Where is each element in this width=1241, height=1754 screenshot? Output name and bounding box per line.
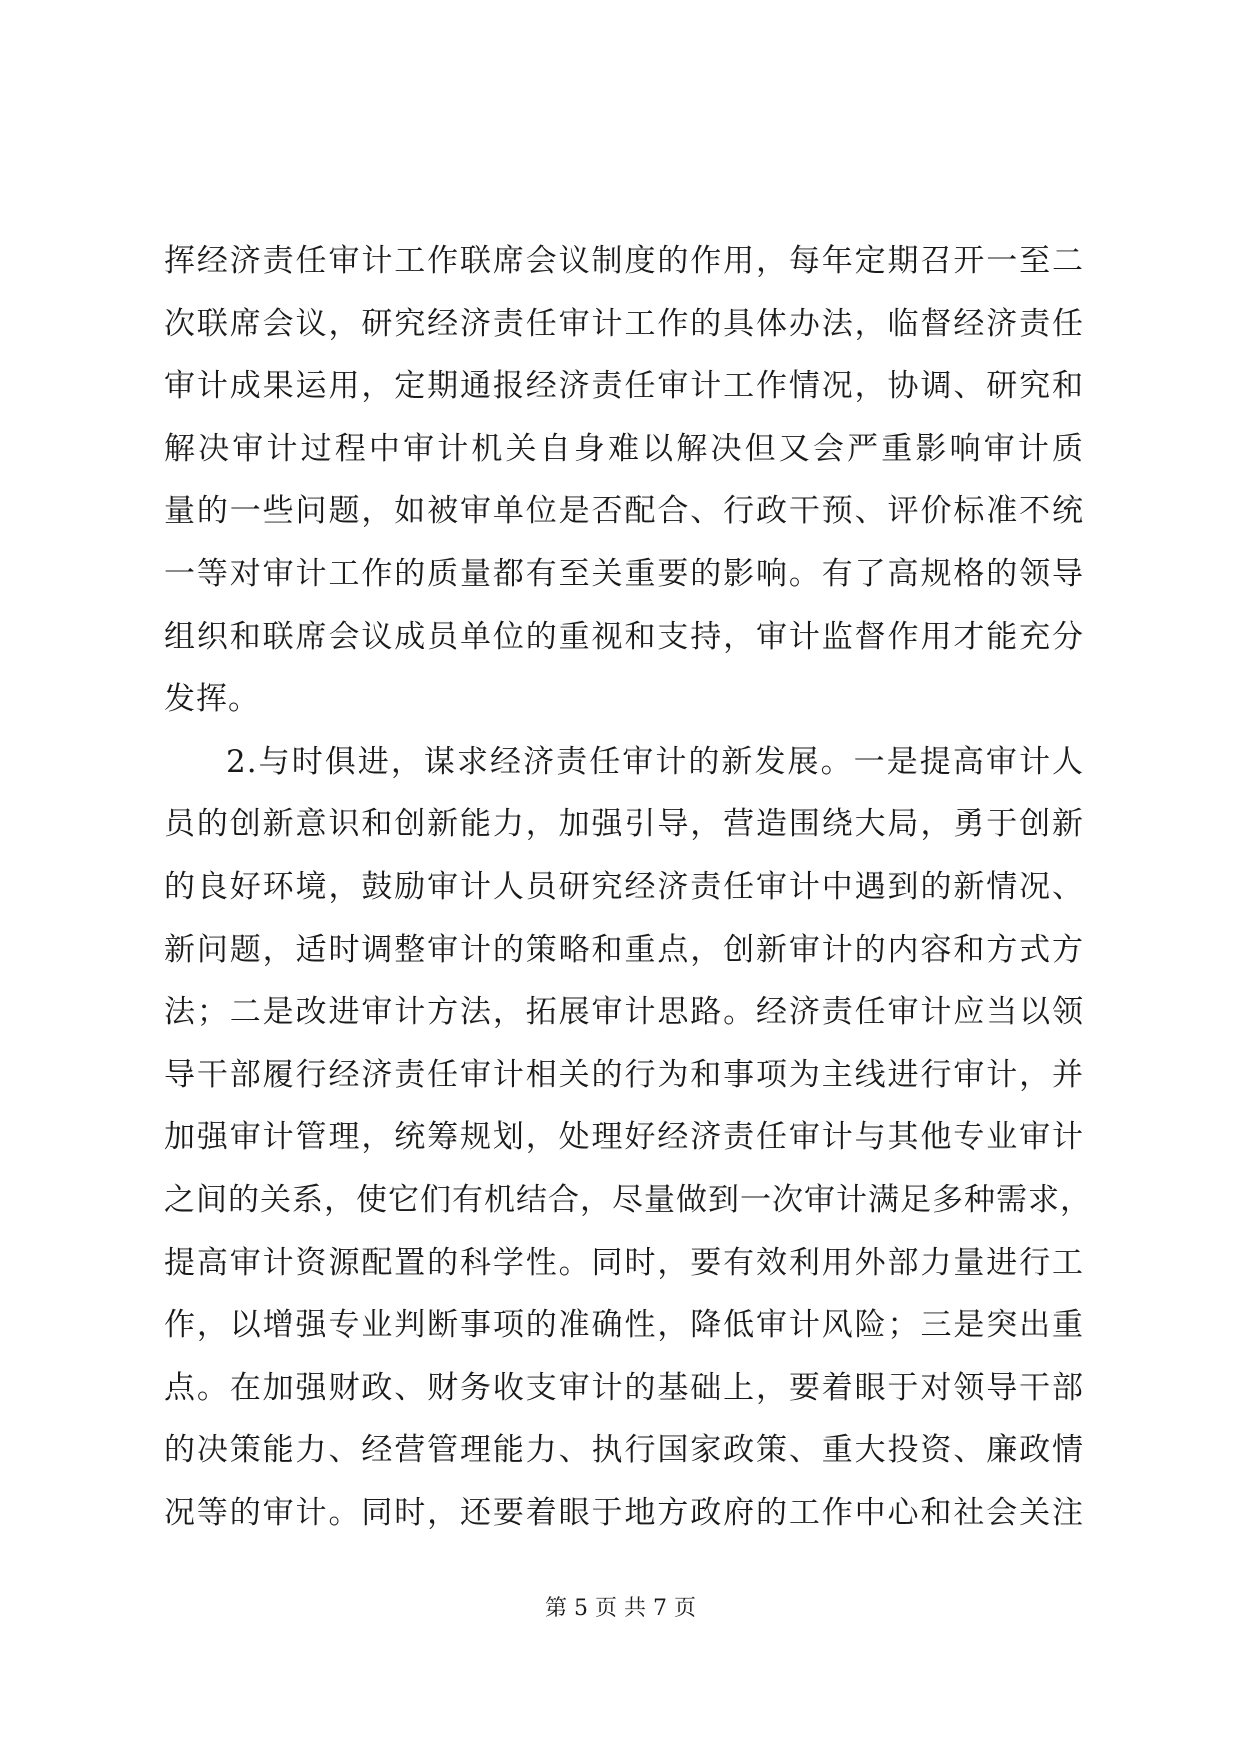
- text-line: 次联席会议，研究经济责任审计工作的具体办法，临督经济责任: [164, 305, 1084, 342]
- text-line: 发挥。: [164, 681, 260, 718]
- text-line: 加强审计管理，统筹规划，处理好经济责任审计与其他专业审计: [164, 1119, 1084, 1156]
- text-line: 解决审计过程中审计机关自身难以解决但又会严重影响审计质: [164, 430, 1084, 467]
- body-text: [164, 230, 1092, 1544]
- text-line: 新问题，适时调整审计的策略和重点，创新审计的内容和方式方: [164, 931, 1084, 968]
- text-line: 组织和联席会议成员单位的重视和支持，审计监督作用才能充分: [164, 618, 1084, 655]
- paragraph-start-line: 2.与时俱进，谋求经济责任审计的新发展。一是提高审计人: [226, 743, 1084, 780]
- text-line: 一等对审计工作的质量都有至关重要的影响。有了高规格的领导: [164, 555, 1084, 592]
- text-line: 之间的关系，使它们有机结合，尽量做到一次审计满足多种需求，: [164, 1181, 1092, 1218]
- text-line: 法；二是改进审计方法，拓展审计思路。经济责任审计应当以领: [164, 994, 1084, 1031]
- text-line: 的决策能力、经营管理能力、执行国家政策、重大投资、廉政情: [164, 1432, 1084, 1469]
- text-line: 况等的审计。同时，还要着眼于地方政府的工作中心和社会关注: [164, 1494, 1084, 1531]
- text-line: 员的创新意识和创新能力，加强引导，营造围绕大局，勇于创新: [164, 806, 1084, 843]
- text-line: 导干部履行经济责任审计相关的行为和事项为主线进行审计，并: [164, 1056, 1084, 1093]
- text-line: 审计成果运用，定期通报经济责任审计工作情况，协调、研究和: [164, 368, 1084, 405]
- page-number-footer: 第 5 页 共 7 页: [545, 1596, 696, 1621]
- text-line: 的良好环境，鼓励审计人员研究经济责任审计中遇到的新情况、: [164, 868, 1084, 905]
- text-line: 挥经济责任审计工作联席会议制度的作用，每年定期召开一至二: [164, 243, 1084, 279]
- text-line: 提高审计资源配置的科学性。同时，要有效利用外部力量进行工: [164, 1244, 1084, 1281]
- text-line: 点。在加强财政、财务收支审计的基础上，要着眼于对领导干部: [164, 1369, 1084, 1406]
- text-line: 作，以增强专业判断事项的准确性，降低审计风险；三是突出重: [164, 1307, 1084, 1344]
- text-line: 量的一些问题，如被审单位是否配合、行政干预、评价标准不统: [164, 493, 1084, 530]
